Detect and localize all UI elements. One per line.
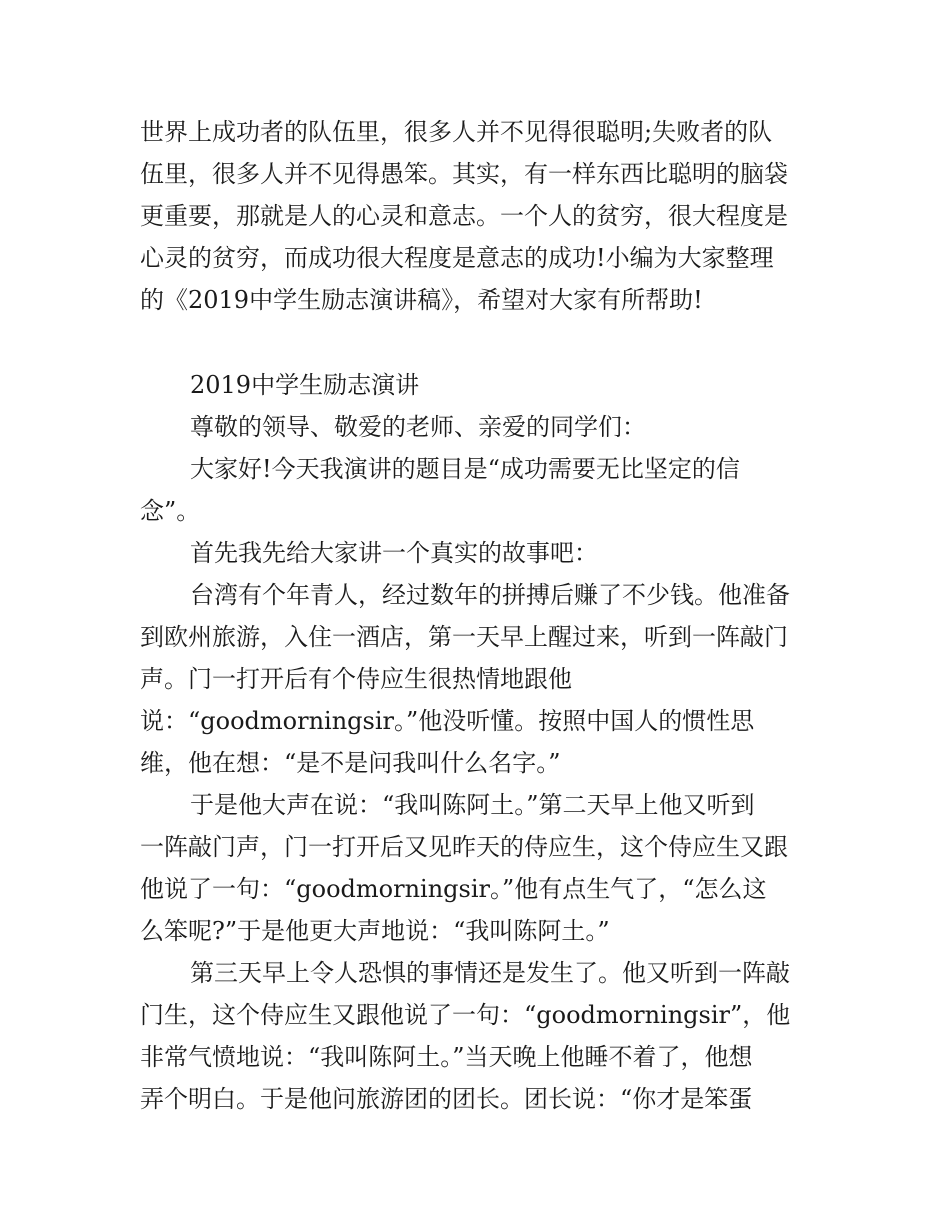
speech-title: 2019中学生励志演讲 — [190, 371, 420, 399]
body-line: 第三天早上令人恐惧的事情还是发生了。他又听到一阵敲 — [190, 959, 790, 987]
intro-line: 心灵的贫穷，而成功很大程度是意志的成功!小编为大家整理 — [140, 244, 774, 272]
body-line: 念”。 — [140, 497, 201, 525]
body-line: 台湾有个年青人，经过数年的拼搏后赚了不少钱。他准备 — [190, 581, 790, 609]
body-line: 首先我先给大家讲一个真实的故事吧： — [190, 539, 598, 567]
body-line: 门生，这个侍应生又跟他说了一句：“goodmorningsir”，他 — [140, 1001, 791, 1029]
body-line: 一阵敲门声，门一打开后又见昨天的侍应生，这个侍应生又跟 — [140, 833, 788, 861]
body-line: 于是他大声在说：“我叫陈阿土。”第二天早上他又听到 — [190, 791, 755, 819]
body-line: 到欧州旅游，入住一酒店，第一天早上醒过来，听到一阵敲门 — [140, 623, 788, 651]
body-line: 维，他在想：“是不是问我叫什么名字。” — [140, 749, 561, 777]
body-line: 他说了一句：“goodmorningsir。”他有点生气了，“怎么这 — [140, 875, 767, 903]
intro-line: 更重要，那就是人的心灵和意志。一个人的贫穷，很大程度是 — [140, 202, 788, 230]
body-line: 非常气愤地说：“我叫陈阿土。”当天晚上他睡不着了，他想 — [140, 1043, 753, 1071]
intro-line: 世界上成功者的队伍里，很多人并不见得很聪明;失败者的队 — [140, 118, 773, 146]
body-line: 么笨呢?”于是他更大声地说：“我叫陈阿土。” — [140, 917, 610, 945]
intro-line: 伍里，很多人并不见得愚笨。其实，有一样东西比聪明的脑袋 — [140, 160, 788, 188]
body-line: 说：“goodmorningsir。”他没听懂。按照中国人的惯性思 — [140, 707, 755, 735]
salutation: 尊敬的领导、敬爱的老师、亲爱的同学们： — [190, 413, 646, 441]
body-line: 声。门一打开后有个侍应生很热情地跟他 — [140, 665, 572, 693]
body-line: 大家好!今天我演讲的题目是“成功需要无比坚定的信 — [190, 455, 740, 483]
intro-line: 的《2019中学生励志演讲稿》，希望对大家有所帮助! — [140, 286, 703, 314]
body-line: 弄个明白。于是他问旅游团的团长。团长说：“你才是笨蛋 — [140, 1085, 753, 1113]
